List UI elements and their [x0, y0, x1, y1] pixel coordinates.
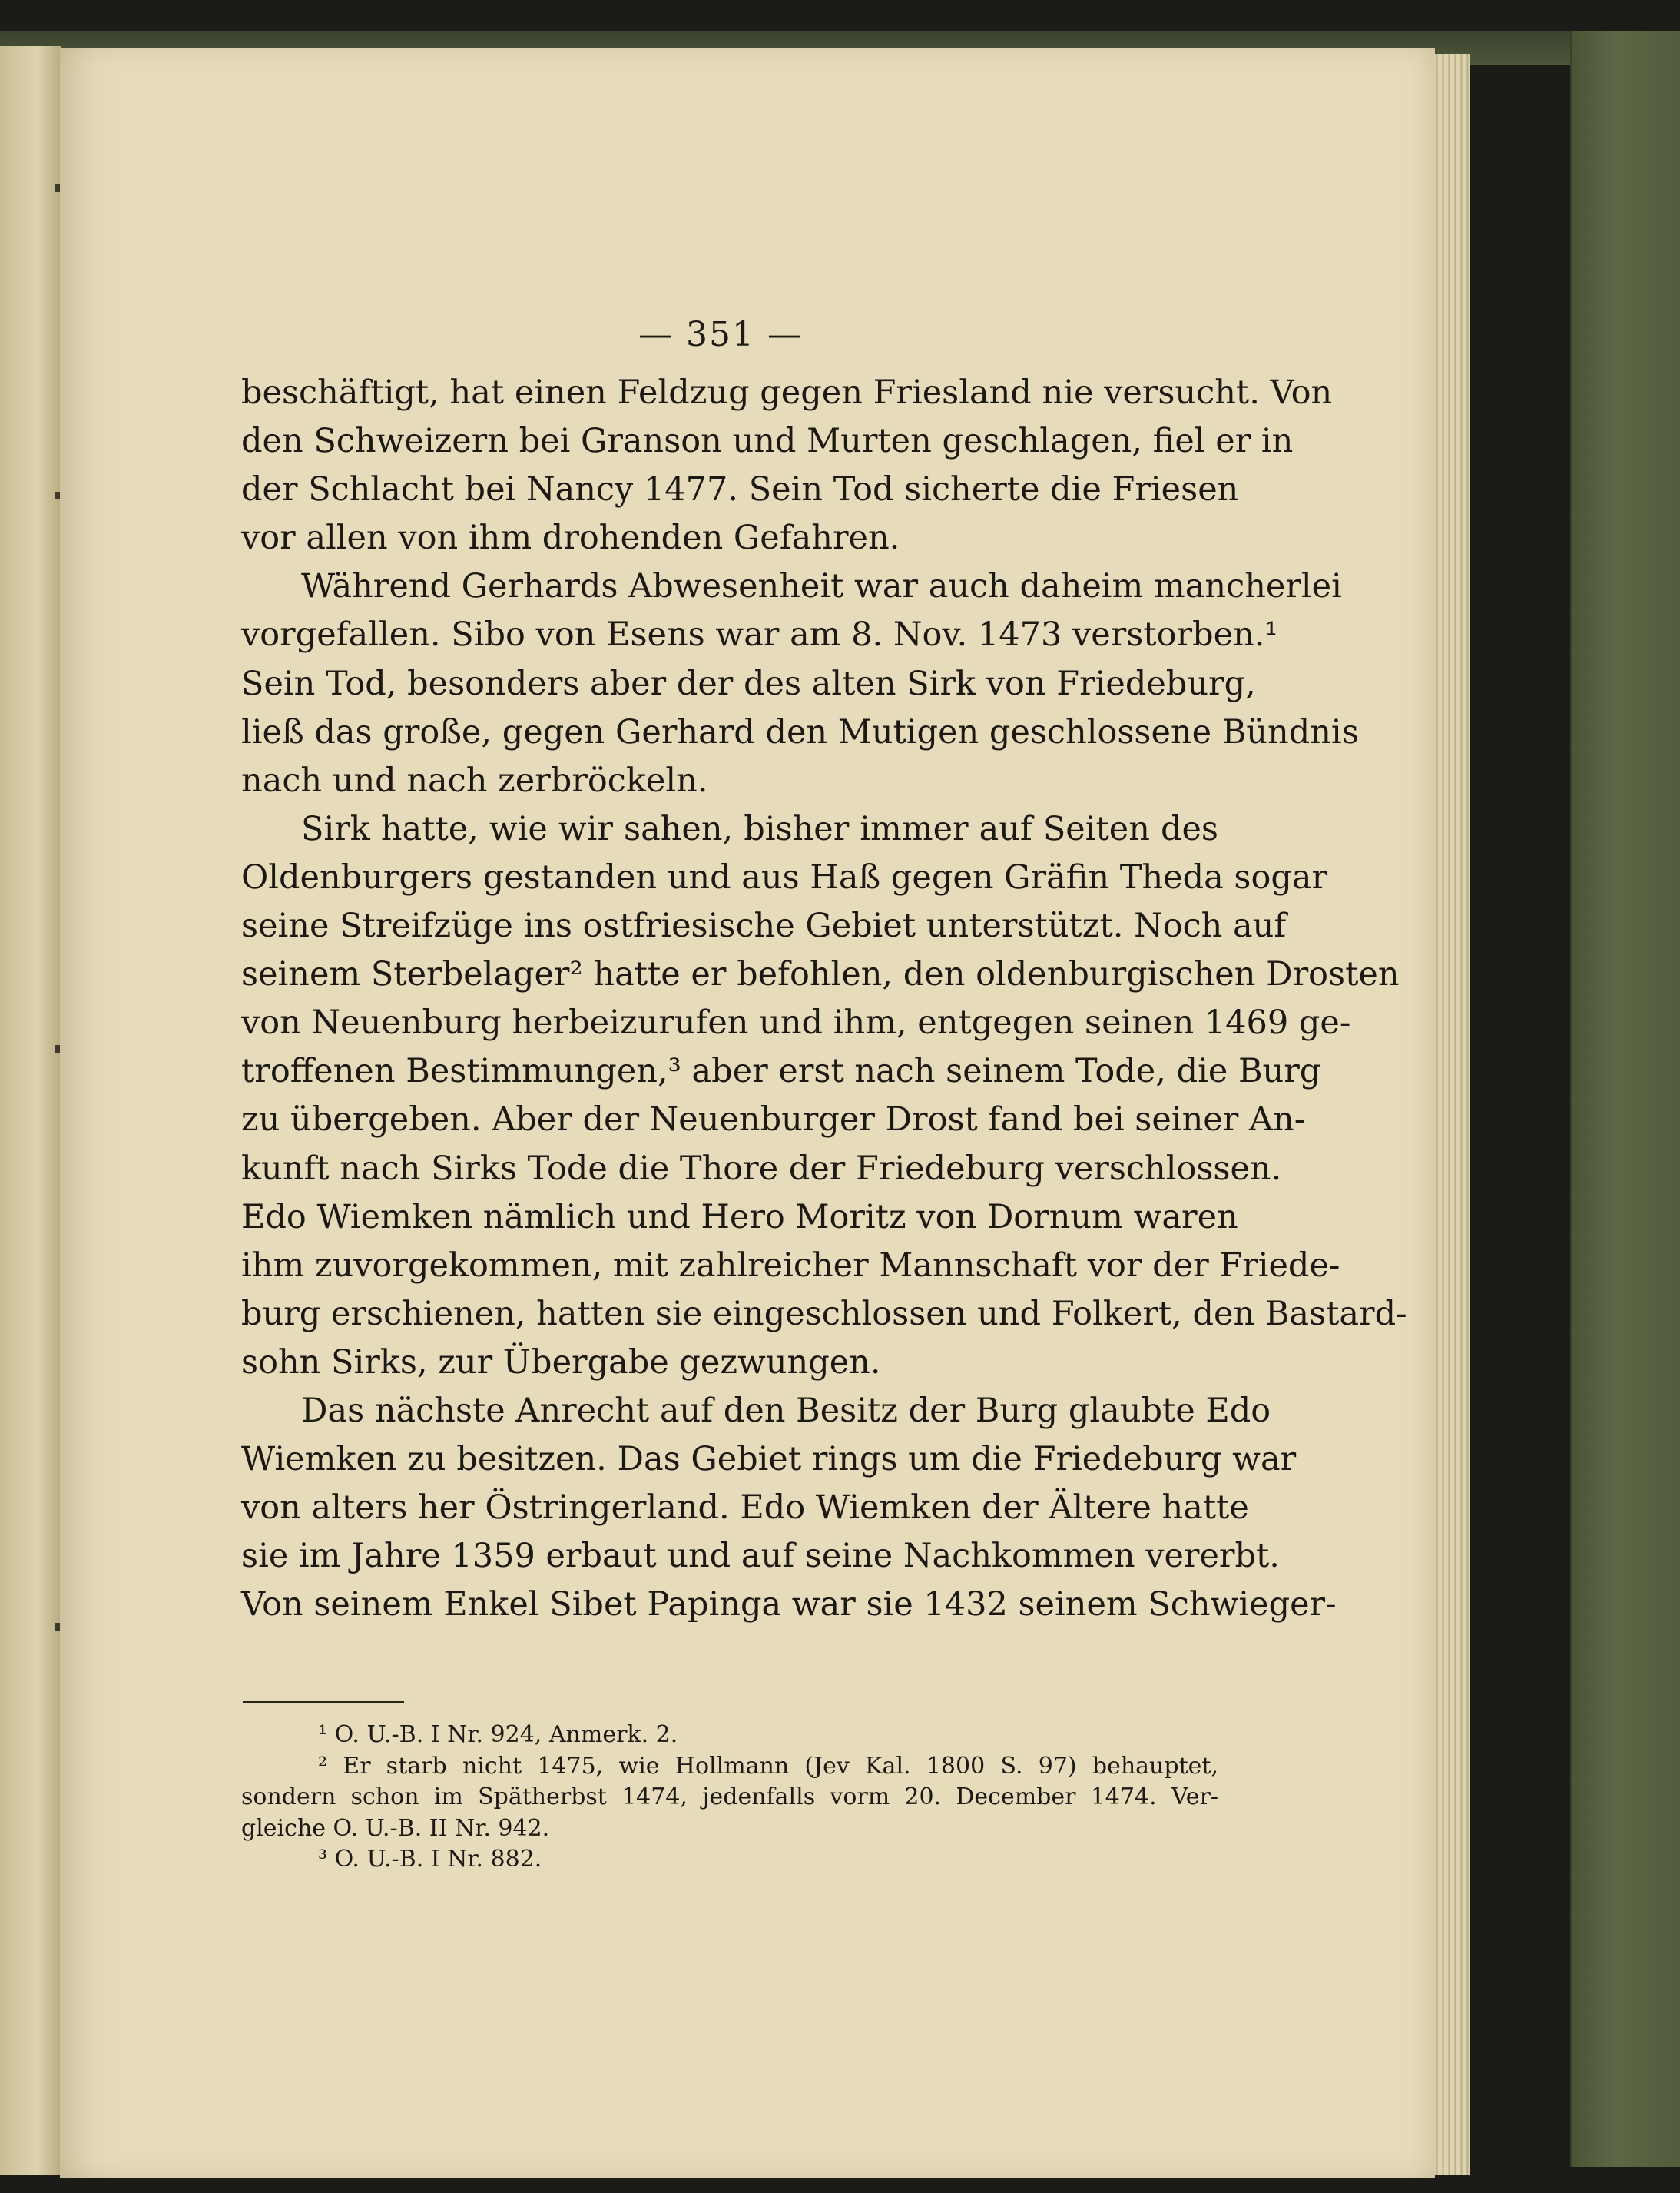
text-line: nach und nach zerbröckeln. — [241, 761, 708, 800]
text-line: zu übergeben. Aber der Neuenburger Drost fand bei seiner An- — [241, 1100, 1306, 1140]
text-line: vorgefallen. Sibo von Esens war am 8. Nov. 1473 verstorben.¹ — [241, 615, 1278, 655]
text-line: Sirk hatte, wie wir sahen, bisher immer auf Seiten des — [301, 809, 1218, 848]
text-line: vor allen von ihm drohenden Gefahren. — [241, 519, 900, 558]
text-line: Von seinem Enkel Sibet Papinga war sie 1432 seinem Schwieger- — [241, 1585, 1337, 1624]
body-text — [241, 369, 1407, 1629]
text-line: troffenen Bestimmungen,³ aber erst nach seinem Tode, die Burg — [241, 1052, 1321, 1091]
footnote-line: sondern schon im Spätherbst 1474, jedenfalls vorm 20. December 1474. Ver- — [241, 1783, 1218, 1810]
footnote-separator — [243, 1701, 404, 1703]
text-line: seinem Sterbelager² hatte er befohlen, den oldenburgischen Drosten — [241, 955, 1400, 994]
text-line: Sein Tod, besonders aber der des alten Sirk von Friedeburg, — [241, 664, 1256, 703]
text-line: burg erschienen, hatten sie eingeschlossen und Folkert, den Bastard- — [241, 1294, 1407, 1333]
footnote-line: ² Er starb nicht 1475, wie Hollmann (Jev Kal. 1800 S. 97) behauptet, — [318, 1752, 1218, 1780]
text-line: beschäftigt, hat einen Feldzug gegen Friesland nie versucht. Von — [241, 373, 1333, 412]
text-line: den Schweizern bei Granson und Murten geschlagen, fiel er in — [241, 422, 1294, 461]
text-line: sie im Jahre 1359 erbaut und auf seine Nachkommen vererbt. — [241, 1537, 1280, 1576]
text-line: Das nächste Anrecht auf den Besitz der Burg glaubte Edo — [301, 1391, 1271, 1430]
footnote-line: gleiche O. U.-B. II Nr. 942. — [241, 1814, 550, 1842]
footnote-line: ³ O. U.-B. I Nr. 882. — [318, 1846, 542, 1873]
footnote-line: ¹ O. U.-B. I Nr. 924, Anmerk. 2. — [318, 1721, 678, 1748]
text-line: sohn Sirks, zur Übergabe gezwungen. — [241, 1342, 881, 1382]
text-line: Wiemken zu besitzen. Das Gebiet rings um die Friedeburg war — [241, 1440, 1297, 1479]
footnotes — [241, 1720, 1218, 1876]
text-line: Edo Wiemken nämlich und Hero Moritz von Dornum waren — [241, 1197, 1238, 1236]
text-line: von alters her Östringerland. Edo Wiemken der Ältere hatte — [241, 1488, 1249, 1528]
text-line: ließ das große, gegen Gerhard den Mutigen geschlossene Bündnis — [241, 712, 1359, 751]
text-line: seine Streifzüge ins ostfriesische Gebiet unterstützt. Noch auf — [241, 907, 1287, 946]
book-page — [60, 48, 1435, 2178]
text-line: kunft nach Sirks Tode die Thore der Friedeburg verschlossen. — [241, 1149, 1282, 1188]
book-cover-edge — [1570, 31, 1680, 2167]
text-line: der Schlacht bei Nancy 1477. Sein Tod sicherte die Friesen — [241, 470, 1239, 509]
text-line: Oldenburgers gestanden und aus Haß gegen Gräfin Theda sogar — [241, 858, 1328, 897]
left-page-edge — [0, 46, 61, 2175]
text-line: Während Gerhards Abwesenheit war auch daheim mancherlei — [301, 567, 1342, 606]
page-number: — 351 — — [638, 315, 803, 354]
text-line: von Neuenburg herbeizurufen und ihm, entgegen seinen 1469 ge- — [241, 1004, 1351, 1043]
text-line: ihm zuvorgekommen, mit zahlreicher Mannschaft vor der Friede- — [241, 1246, 1340, 1285]
